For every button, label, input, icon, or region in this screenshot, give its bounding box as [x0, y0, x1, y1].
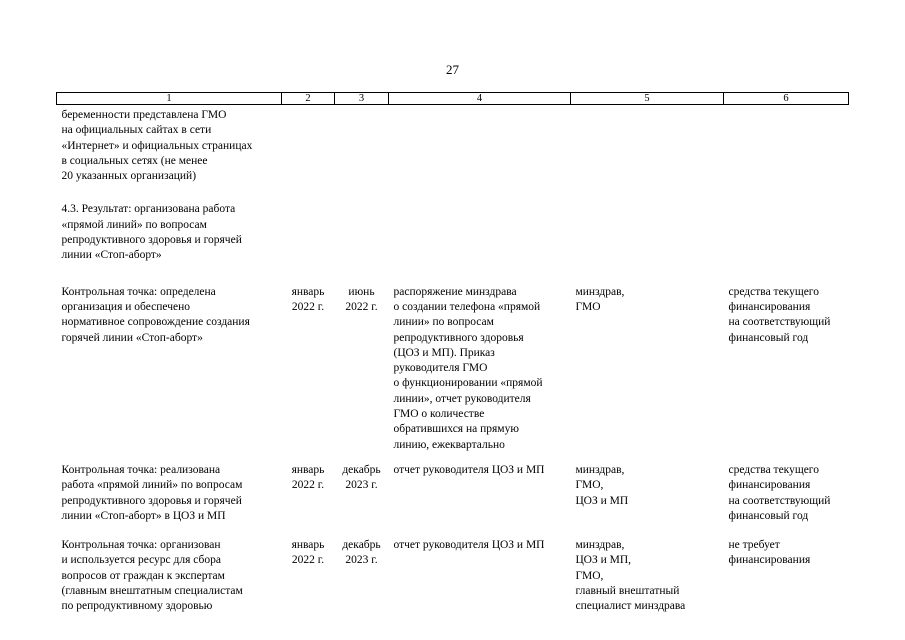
column-number-5: 5: [571, 93, 724, 105]
start-date-cell: [282, 184, 335, 263]
event-cell: 4.3. Результат: организована работа «прямой линий» по вопросам репродуктивного здоровья и горячей линии «Стоп-аборт»: [61, 203, 242, 262]
document-cell: отчет руководителя ЦОЗ и МП: [393, 463, 545, 476]
responsible-cell: [571, 184, 724, 263]
end-date-cell: [335, 184, 389, 263]
page-number: 27: [446, 62, 459, 77]
table-row: [57, 264, 849, 453]
funding-cell: средства текущего финансирования на соответствующий финансовый год: [728, 285, 831, 344]
end-date-cell: [335, 105, 389, 185]
start-date-cell: январь 2022 г.: [291, 539, 325, 567]
end-date-cell: декабрь 2023 г.: [342, 463, 381, 492]
table-row: [57, 453, 849, 524]
document-cell: распоряжение минздрава о создании телефона «прямой линии» по вопросам репродуктивного здоровья (ЦОЗ и МП). Приказ руководителя ГМО о функционировании «прямой линии», отчет руководителя ГМО о количестве обратившихся на прямую линию, ежеквартально: [393, 285, 543, 451]
start-date-cell: январь 2022 г.: [291, 463, 325, 492]
end-date-cell: декабрь 2023 г.: [342, 539, 381, 567]
start-date-cell: январь 2022 г.: [291, 285, 325, 313]
funding-cell: [724, 184, 849, 263]
responsible-cell: [571, 105, 724, 185]
event-cell: Контрольная точка: организован и используется ресурс для сбора вопросов от граждан к экспертам (главным внештатным специалистам по репродуктивному здоровью: [61, 539, 243, 613]
responsible-cell: минздрав, ГМО: [575, 285, 625, 313]
document-cell: [389, 105, 571, 185]
funding-cell: не требует финансирования: [728, 539, 811, 567]
start-date-cell: [282, 105, 335, 185]
column-number-4: 4: [389, 93, 571, 105]
table-body: [57, 105, 849, 615]
funding-cell: средства текущего финансирования на соответствующий финансовый год: [728, 463, 831, 522]
funding-cell: [724, 105, 849, 185]
column-number-1: 1: [57, 93, 282, 105]
table-row: [57, 105, 849, 185]
column-number-6: 6: [724, 93, 849, 105]
responsible-cell: минздрав, ЦОЗ и МП, ГМО, главный внештатный специалист минздрава: [575, 539, 686, 613]
event-cell: Контрольная точка: реализована работа «прямой линий» по вопросам репродуктивного здоровья и горячей линии «Стоп-аборт» в ЦОЗ и МП: [61, 463, 243, 522]
table-row: [57, 524, 849, 614]
table-row: [57, 184, 849, 263]
responsible-cell: минздрав, ГМО, ЦОЗ и МП: [575, 463, 629, 507]
event-cell: беременности представлена ГМО на официальных сайтах в сети «Интернет» и официальных страницах в социальных сетях (не менее 20 указанных организаций): [61, 109, 253, 183]
end-date-cell: июнь 2022 г.: [345, 285, 378, 313]
column-number-2: 2: [282, 93, 335, 105]
document-cell: [389, 184, 571, 263]
column-number-row: [57, 93, 849, 105]
document-cell: отчет руководителя ЦОЗ и МП: [393, 539, 545, 552]
table-header: [57, 93, 849, 105]
measures-table: [56, 92, 849, 615]
event-cell: Контрольная точка: определена организация и обеспечено нормативное сопровождение создания горячей линии «Стоп-аборт»: [61, 285, 250, 344]
column-number-3: 3: [335, 93, 389, 105]
